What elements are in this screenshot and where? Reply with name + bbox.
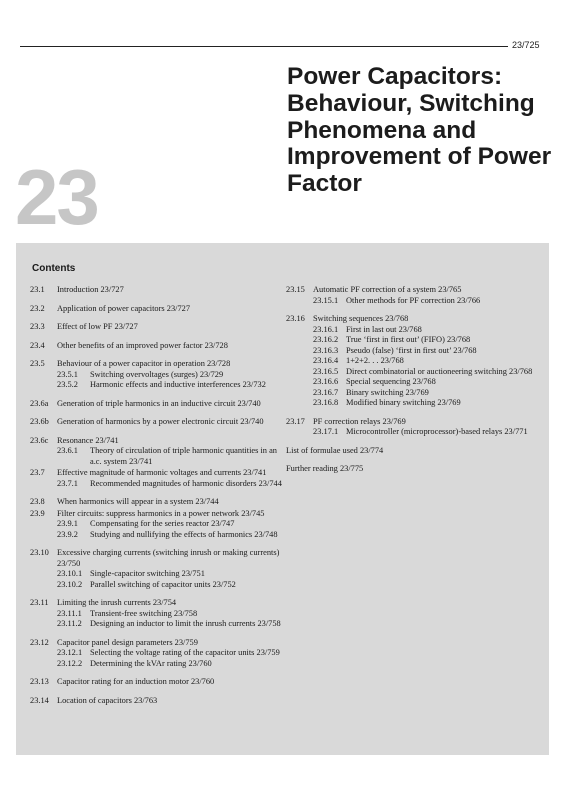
toc-subentry-text: Selecting the voltage rating of the capacitor units 23/759 xyxy=(90,648,280,657)
toc-subentry-text: Designing an inductor to limit the inrush currents 23/758 xyxy=(90,619,281,628)
toc-subentry-text: Recommended magnitudes of harmonic disorders 23/744 xyxy=(90,478,282,488)
toc-subentry-number: 23.12.2 xyxy=(57,658,83,668)
toc-entry-number: 23.8 xyxy=(30,497,45,506)
toc-subentry xyxy=(57,530,288,541)
toc-entry-number: 23.3 xyxy=(30,322,45,331)
toc-entry-text: Further reading 23/775 xyxy=(286,464,364,473)
toc-subentry xyxy=(313,377,544,388)
toc-subentry-number: 23.16.7 xyxy=(313,387,339,397)
toc-subentry-text: Theory of circulation of triple harmonic quantities in an a.c. system 23/741 xyxy=(90,446,277,466)
toc-entry-text: Generation of harmonics by a power electronic circuit 23/740 xyxy=(57,417,264,426)
toc-subentry-number: 23.16.1 xyxy=(313,324,339,334)
toc-subentry xyxy=(313,367,544,378)
toc-subentry-text: Pseudo (false) ‘first in first out’ 23/768 xyxy=(346,345,477,355)
toc-subentry-number: 23.7.1 xyxy=(57,478,78,488)
toc-entry-text: Effective magnitude of harmonic voltages and currents 23/741 xyxy=(57,468,267,477)
toc-entry-text: Location of capacitors 23/763 xyxy=(57,695,158,705)
toc-entry xyxy=(30,598,288,630)
toc-entry xyxy=(286,314,544,409)
toc-subentry-text: Determining the kVAr rating 23/760 xyxy=(90,658,212,668)
contents-right-column xyxy=(286,285,544,483)
toc-entry xyxy=(286,464,544,475)
toc-entry-text: Application of power capacitors 23/727 xyxy=(57,303,191,313)
toc-subentry-number: 23.16.8 xyxy=(313,398,339,407)
toc-entry-number: 23.4 xyxy=(30,340,45,350)
toc-subentry xyxy=(313,335,544,346)
toc-subentry xyxy=(313,356,544,367)
toc-subentry xyxy=(313,427,544,438)
toc-entry-number: 23.16 xyxy=(286,314,305,323)
contents-heading: Contents xyxy=(32,263,76,274)
toc-subentry-number: 23.17.1 xyxy=(313,427,339,436)
toc-entry-number: 23.13 xyxy=(30,677,49,686)
toc-entry-number: 23.10 xyxy=(30,548,49,557)
page-number: 23/725 xyxy=(512,40,540,50)
toc-entry-number: 23.12 xyxy=(30,637,49,647)
toc-entry-body xyxy=(57,417,288,428)
contents-box xyxy=(16,243,549,755)
toc-subentry-text: Parallel switching of capacitor units 23/752 xyxy=(90,579,236,589)
toc-subentry-text: Single-capacitor switching 23/751 xyxy=(90,569,205,578)
toc-entry-body xyxy=(57,399,288,410)
toc-entry-text: Automatic PF correction of a system 23/765 xyxy=(313,285,462,294)
toc-subentry-text: Modified binary switching 23/769 xyxy=(346,398,461,407)
toc-entry-body xyxy=(313,417,544,438)
toc-entry-body xyxy=(313,285,544,306)
toc-entry-body xyxy=(57,497,288,508)
toc-entry-text: PF correction relays 23/769 xyxy=(313,416,406,426)
toc-subentry-text: Transient-free switching 23/758 xyxy=(90,608,198,618)
toc-entry-number: 23.6b xyxy=(30,417,49,426)
toc-subentry xyxy=(57,648,288,659)
toc-subentry xyxy=(57,609,288,620)
toc-entry-body xyxy=(57,341,288,352)
toc-entry-body xyxy=(57,598,288,630)
toc-entry-text: Capacitor rating for an induction motor 23/760 xyxy=(57,677,215,686)
toc-entry-body xyxy=(57,677,288,688)
toc-subentry-number: 23.11.2 xyxy=(57,619,82,628)
toc-entry xyxy=(30,359,288,391)
toc-entry xyxy=(286,417,544,438)
toc-subentry-number: 23.16.3 xyxy=(313,345,339,355)
toc-entry-number: 23.6a xyxy=(30,398,49,408)
toc-subentry xyxy=(313,388,544,399)
toc-entry-body xyxy=(57,359,288,391)
toc-entry xyxy=(30,468,288,489)
toc-subentry-number: 23.5.2 xyxy=(57,380,78,389)
toc-entry-text: Other benefits of an improved power factor 23/728 xyxy=(57,340,228,350)
toc-entry xyxy=(286,446,544,457)
toc-entry-number: 23.7 xyxy=(30,468,45,477)
toc-entry xyxy=(30,509,288,541)
toc-subentry xyxy=(57,370,288,381)
toc-entry xyxy=(286,285,544,306)
toc-entry xyxy=(30,322,288,333)
toc-entry-number: 23.17 xyxy=(286,416,305,426)
toc-subentry xyxy=(57,659,288,670)
toc-subentry xyxy=(57,619,288,630)
chapter-title: Power Capacitors: Behaviour, Switching Phenomena and Improvement of Power Factor xyxy=(287,63,552,198)
toc-entry xyxy=(30,341,288,352)
toc-entry-body xyxy=(57,548,288,590)
toc-entry-text: Capacitor panel design parameters 23/759 xyxy=(57,637,198,647)
toc-entry-text: Switching sequences 23/768 xyxy=(313,314,409,323)
toc-entry xyxy=(30,399,288,410)
toc-subentry-text: Studying and nullifying the effects of harmonics 23/748 xyxy=(90,529,278,539)
toc-subentry-number: 23.10.1 xyxy=(57,569,83,578)
toc-entry-text: Resonance 23/741 xyxy=(57,435,119,445)
toc-entry-number: 23.5 xyxy=(30,359,45,368)
toc-subentry xyxy=(57,519,288,530)
toc-entry-number: 23.9 xyxy=(30,508,45,518)
toc-entry xyxy=(30,548,288,590)
toc-entry xyxy=(30,677,288,688)
toc-entry-body xyxy=(286,464,544,475)
toc-entry xyxy=(30,436,288,468)
toc-subentry-text: Special sequencing 23/768 xyxy=(346,377,436,386)
toc-subentry xyxy=(313,325,544,336)
toc-entry xyxy=(30,304,288,315)
contents-left-column xyxy=(30,285,288,714)
toc-subentry-number: 23.16.4 xyxy=(313,356,339,365)
toc-subentry-number: 23.12.1 xyxy=(57,648,83,657)
toc-entry xyxy=(30,497,288,508)
toc-subentry xyxy=(313,346,544,357)
toc-subentry-text: Harmonic effects and inductive interferences 23/732 xyxy=(90,380,266,389)
toc-subentry-number: 23.16.6 xyxy=(313,377,339,386)
toc-subentry xyxy=(57,380,288,391)
header-rule xyxy=(20,46,508,47)
toc-entry xyxy=(30,285,288,296)
toc-entry-text: Generation of triple harmonics in an inductive circuit 23/740 xyxy=(57,398,261,408)
toc-subentry-number: 23.16.2 xyxy=(313,335,339,344)
toc-subentry-number: 23.9.1 xyxy=(57,519,78,528)
toc-entry-text: Behaviour of a power capacitor in operation 23/728 xyxy=(57,359,231,368)
toc-entry-text: When harmonics will appear in a system 23/744 xyxy=(57,497,219,506)
toc-entry xyxy=(30,696,288,707)
toc-entry-text: Introduction 23/727 xyxy=(57,285,124,294)
toc-entry-body xyxy=(57,436,288,468)
toc-subentry-text: 1+2+2. . . 23/768 xyxy=(346,356,404,365)
toc-entry-body xyxy=(57,509,288,541)
toc-subentry xyxy=(57,446,288,467)
toc-entry-body xyxy=(286,446,544,457)
toc-subentry xyxy=(313,398,544,409)
toc-subentry xyxy=(313,296,544,307)
toc-subentry-number: 23.5.1 xyxy=(57,369,78,379)
toc-entry-number: 23.2 xyxy=(30,303,45,313)
toc-entry-number: 23.14 xyxy=(30,695,49,705)
toc-entry-number: 23.15 xyxy=(286,285,305,294)
toc-subentry-number: 23.9.2 xyxy=(57,529,78,539)
toc-entry-body xyxy=(57,285,288,296)
toc-subentry-number: 23.10.2 xyxy=(57,579,83,589)
toc-subentry-number: 23.11.1 xyxy=(57,608,82,618)
toc-entry-text: Filter circuits: suppress harmonics in a power network 23/745 xyxy=(57,508,265,518)
toc-subentry-number: 23.16.5 xyxy=(313,366,339,376)
toc-subentry-text: True ‘first in first out’ (FIFO) 23/768 xyxy=(346,335,471,344)
toc-entry-body xyxy=(57,304,288,315)
toc-entry-body xyxy=(57,468,288,489)
toc-entry-body xyxy=(57,322,288,333)
toc-subentry-text: Switching overvoltages (surges) 23/729 xyxy=(90,369,224,379)
toc-entry-text: Effect of low PF 23/727 xyxy=(57,322,138,331)
toc-subentry-number: 23.15.1 xyxy=(313,295,339,305)
toc-entry-text: Excessive charging currents (switching inrush or making currents) 23/750 xyxy=(57,548,280,568)
toc-subentry-text: Microcontroller (microprocessor)-based relays 23/771 xyxy=(346,427,528,436)
chapter-number: 23 xyxy=(15,153,98,241)
toc-subentry-text: Direct combinatorial or auctioneering switching 23/768 xyxy=(346,366,533,376)
toc-subentry-text: First in last out 23/768 xyxy=(346,324,422,334)
toc-entry-number: 23.11 xyxy=(30,598,49,607)
toc-entry xyxy=(30,638,288,670)
toc-entry xyxy=(30,417,288,428)
toc-subentry-text: Compensating for the series reactor 23/747 xyxy=(90,519,235,528)
toc-entry-body xyxy=(313,314,544,409)
toc-entry-text: Limiting the inrush currents 23/754 xyxy=(57,598,177,607)
toc-subentry xyxy=(57,479,288,490)
toc-entry-body xyxy=(57,696,288,707)
toc-entry-number: 23.1 xyxy=(30,285,45,294)
toc-entry-body xyxy=(57,638,288,670)
toc-entry-text: List of formulae used 23/774 xyxy=(286,445,384,455)
toc-subentry xyxy=(57,569,288,580)
toc-subentry-text: Other methods for PF correction 23/766 xyxy=(346,295,481,305)
toc-subentry-number: 23.6.1 xyxy=(57,446,78,455)
toc-subentry-text: Binary switching 23/769 xyxy=(346,387,429,397)
toc-entry-number: 23.6c xyxy=(30,435,49,445)
toc-subentry xyxy=(57,580,288,591)
